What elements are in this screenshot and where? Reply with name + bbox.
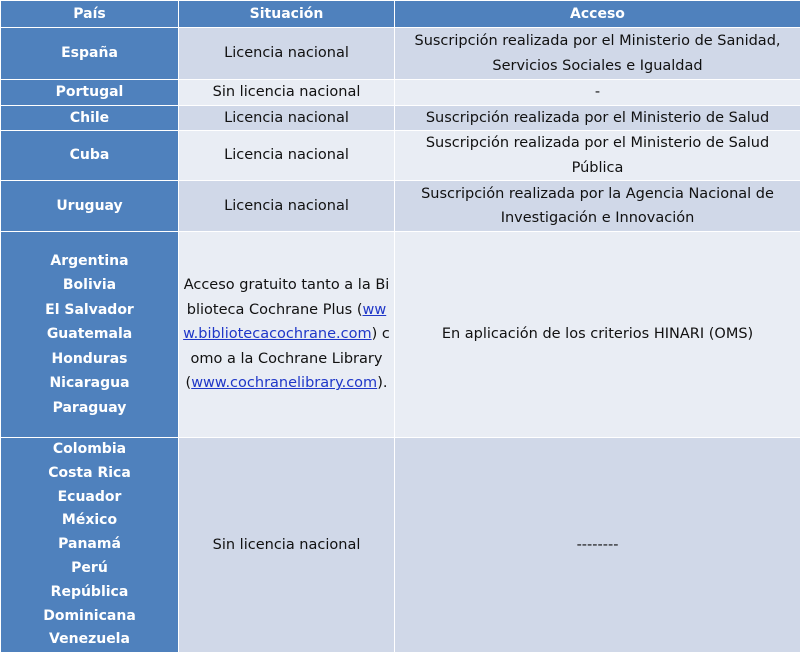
table-row-cuba: [1, 131, 800, 181]
country-name: Chile: [5, 106, 174, 131]
access-cell: Suscripción realizada por el Ministerio de Salud: [395, 105, 800, 131]
country-name: Panamá: [5, 533, 174, 557]
table-row-portugal: [1, 80, 800, 106]
country-cell: [1, 181, 179, 232]
header-row: [1, 1, 800, 28]
country-name: España: [5, 41, 174, 66]
country-cell: [1, 232, 179, 438]
header-situation: Situación: [179, 1, 395, 28]
country-name: Venezuela: [5, 628, 174, 652]
country-name: Uruguay: [5, 194, 174, 219]
country-name: Bolivia: [5, 273, 174, 298]
access-cell: En aplicación de los criterios HINARI (OMS): [395, 232, 800, 438]
country-name: Cuba: [5, 143, 174, 168]
situation-text-after: ).: [377, 375, 387, 391]
country-name: Colombia: [5, 438, 174, 462]
country-cell: [1, 438, 179, 653]
header-country: País: [1, 1, 179, 28]
country-name: Paraguay: [5, 396, 174, 421]
country-name: Costa Rica: [5, 462, 174, 486]
situation-cell: Licencia nacional: [179, 28, 395, 80]
access-cell: Suscripción realizada por el Ministerio de Salud Pública: [395, 131, 800, 181]
table-row-uruguay: [1, 181, 800, 232]
country-cell: [1, 80, 179, 106]
biblioteca-cochrane-link[interactable]: www.bibliotecacochrane.com: [183, 302, 386, 343]
country-name: Honduras: [5, 347, 174, 372]
access-cell: -: [395, 80, 800, 106]
country-cell: [1, 28, 179, 80]
table-row-no-license-group: [1, 438, 800, 653]
country-name: El Salvador: [5, 298, 174, 323]
header-access: Acceso: [395, 1, 800, 28]
situation-cell: Sin licencia nacional: [179, 438, 395, 653]
access-cell: Suscripción realizada por la Agencia Nacional de Investigación e Innovación: [395, 181, 800, 232]
country-cell: [1, 131, 179, 181]
country-name: Perú: [5, 557, 174, 581]
country-name: México: [5, 509, 174, 533]
situation-cell: Licencia nacional: [179, 181, 395, 232]
table-row-hinari-group: [1, 232, 800, 438]
situation-cell: Licencia nacional: [179, 105, 395, 131]
country-name: Ecuador: [5, 486, 174, 510]
country-name: República Dominicana: [5, 581, 174, 629]
table-row-chile: [1, 105, 800, 131]
situation-cell: Licencia nacional: [179, 131, 395, 181]
situation-text-middle: ) como a la Cochrane Library (: [186, 326, 390, 391]
cochrane-library-link[interactable]: www.cochranelibrary.com: [191, 375, 377, 391]
country-name: Nicaragua: [5, 371, 174, 396]
country-name: Portugal: [5, 80, 174, 105]
access-cell: --------: [395, 438, 800, 653]
situation-cell: [179, 232, 395, 438]
table-row-espana: [1, 28, 800, 80]
situation-text-before: Acceso gratuito tanto a la Biblioteca Cochrane Plus (: [184, 277, 390, 318]
country-name: Argentina: [5, 249, 174, 274]
situation-cell: Sin licencia nacional: [179, 80, 395, 106]
access-cell: Suscripción realizada por el Ministerio de Sanidad, Servicios Sociales e Igualdad: [395, 28, 800, 80]
country-name: Guatemala: [5, 322, 174, 347]
country-cell: [1, 105, 179, 131]
